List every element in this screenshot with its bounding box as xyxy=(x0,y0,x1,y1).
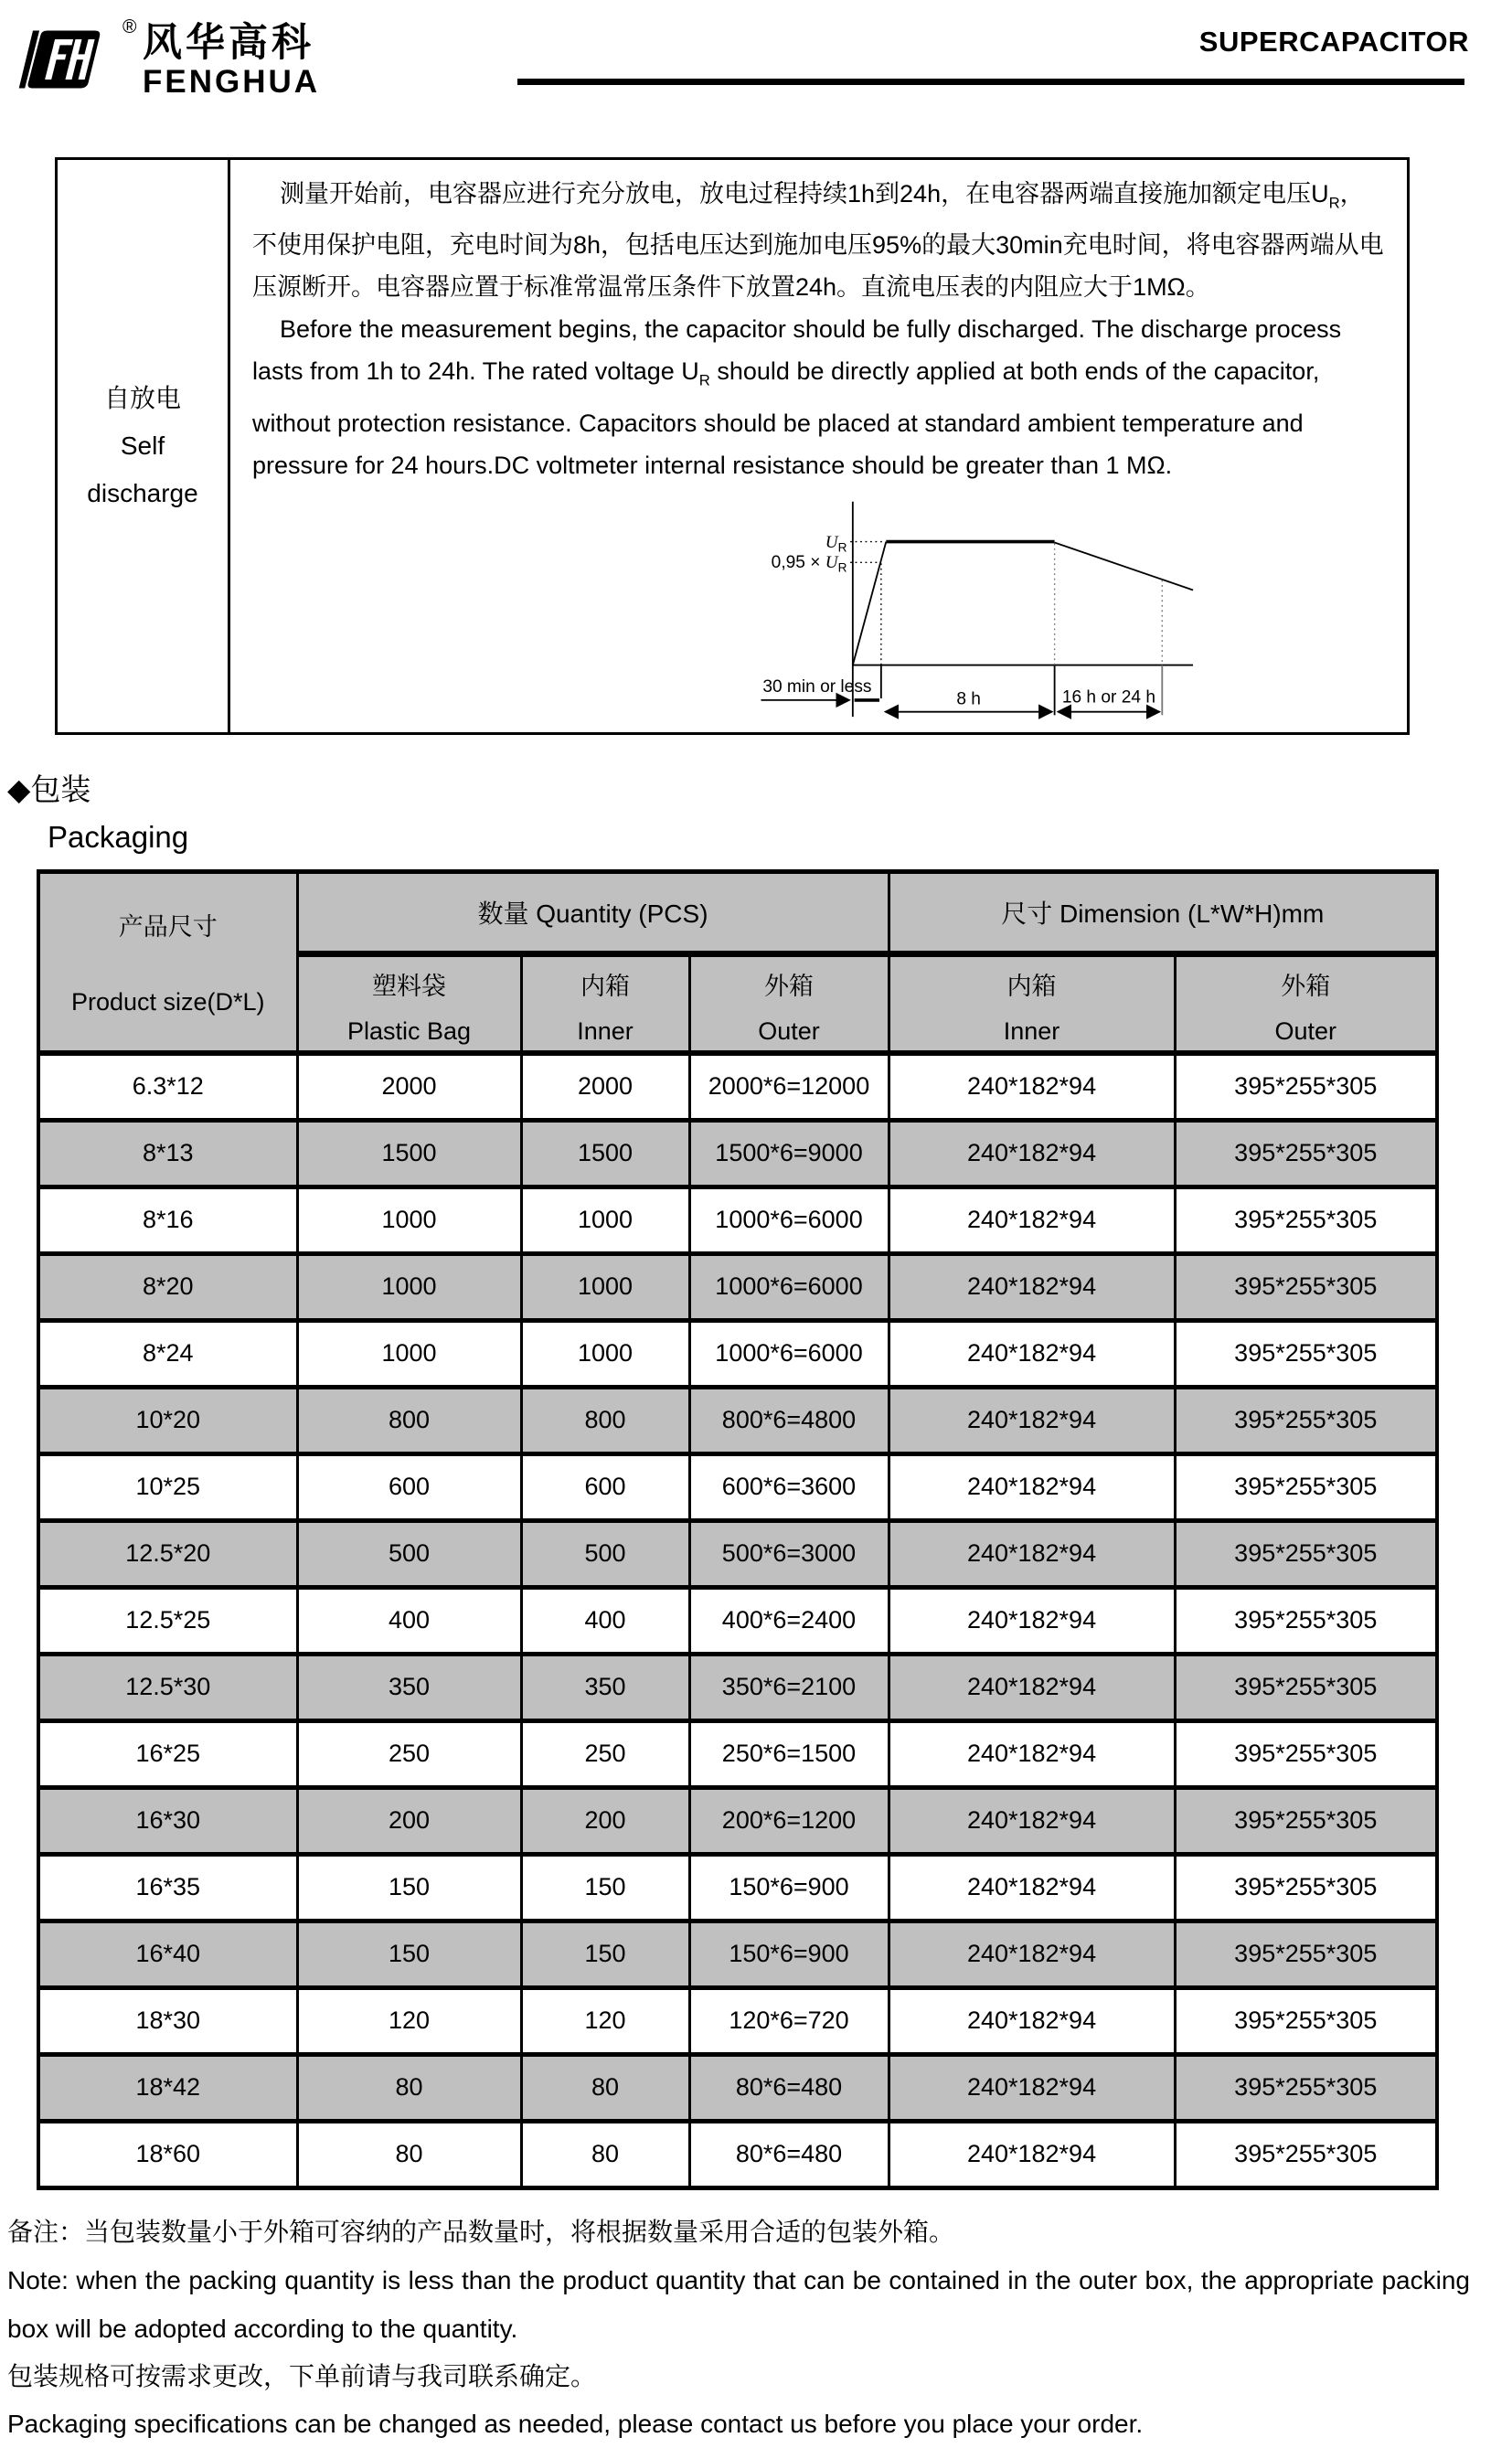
table-cell: 80*6=480 xyxy=(689,2121,889,2187)
table-cell: 500 xyxy=(521,1520,689,1587)
table-cell: 120 xyxy=(521,1987,689,2054)
diamond-bullet-icon: ◆ xyxy=(7,772,31,806)
note-en-2: Packaging specifications can be changed as needed, please contact us before you place your order. xyxy=(7,2409,1144,2438)
table-cell: 80 xyxy=(297,2054,521,2121)
table-cell: 395*255*305 xyxy=(1175,2121,1437,2187)
note-cn-2: 包装规格可按需求更改，下单前请与我司联系确定。 xyxy=(7,2361,597,2390)
table-cell: 240*182*94 xyxy=(889,1387,1175,1453)
subheader-cn: 外箱 xyxy=(764,973,814,1001)
table-cell: 395*255*305 xyxy=(1175,1921,1437,1987)
packaging-heading-cn-text: 包装 xyxy=(30,772,91,806)
dimension-group-header: 尺寸 Dimension (L*W*H)mm xyxy=(889,871,1437,953)
notes xyxy=(7,2209,1470,2448)
table-cell: 240*182*94 xyxy=(889,1987,1175,2054)
table-cell: 16*25 xyxy=(38,1720,297,1787)
page-header xyxy=(0,0,1512,121)
inner-qty-header-cell xyxy=(521,953,689,1053)
x-label-8h: 8 h xyxy=(956,689,981,709)
table-cell: 240*182*94 xyxy=(889,1654,1175,1720)
table-cell: 240*182*94 xyxy=(889,1921,1175,1987)
x-label-16h24h: 16 h or 24 h xyxy=(1061,687,1155,708)
product-size-header-en: Product size(D*L) xyxy=(70,988,265,1016)
table-cell: 6.3*12 xyxy=(38,1053,297,1121)
document-title: SUPERCAPACITOR xyxy=(1198,26,1469,58)
table-cell: 240*182*94 xyxy=(889,1720,1175,1787)
y-label-095ur: $0,95 \times U_R$ xyxy=(771,552,847,575)
table-cell: 600 xyxy=(521,1453,689,1520)
table-cell: 395*255*305 xyxy=(1175,1187,1437,1253)
table-cell: 80 xyxy=(521,2121,689,2187)
table-cell: 240*182*94 xyxy=(889,1320,1175,1387)
text-segment: ，不使用保护电阻，充电时间为8h，包括电压达到施加电压95%的最大30min充电时间，将电容器两端从电压源断开。电容器应置于标准常温常压条件下放置24h。直流电压表的内阻应大于1MΩ。 xyxy=(252,180,1384,302)
logo-chinese-name: 风华高科 xyxy=(143,21,314,65)
table-row xyxy=(38,1520,1437,1587)
logo-text xyxy=(143,21,321,100)
self-discharge-body-cell xyxy=(229,159,1409,734)
quantity-group-header: 数量 Quantity (PCS) xyxy=(297,871,889,953)
subheader-cn: 外箱 xyxy=(1281,973,1331,1001)
fenghua-logo-icon xyxy=(15,24,106,95)
table-cell: 2000 xyxy=(297,1053,521,1121)
table-cell: 600 xyxy=(297,1453,521,1520)
self-discharge-label-cell xyxy=(57,159,229,734)
table-cell: 500*6=3000 xyxy=(689,1520,889,1587)
table-cell: 150 xyxy=(521,1921,689,1987)
packaging-table-body xyxy=(38,1053,1437,2188)
table-cell: 1000*6=6000 xyxy=(689,1320,889,1387)
table-row xyxy=(38,1654,1437,1720)
table-cell: 18*30 xyxy=(38,1987,297,2054)
subscript: R xyxy=(1328,194,1340,212)
table-cell: 250 xyxy=(297,1720,521,1787)
self-discharge-label-en-line2: discharge xyxy=(87,478,198,507)
table-cell: 200 xyxy=(521,1787,689,1854)
table-cell: 10*20 xyxy=(38,1387,297,1453)
table-cell: 16*35 xyxy=(38,1854,297,1921)
product-size-header-cn: 产品尺寸 xyxy=(118,913,218,942)
table-cell: 400 xyxy=(521,1587,689,1654)
self-discharge-row xyxy=(57,159,1409,734)
table-cell: 800 xyxy=(521,1387,689,1453)
table-cell: 1000 xyxy=(297,1320,521,1387)
table-cell: 1000 xyxy=(521,1187,689,1253)
table-row xyxy=(38,1120,1437,1187)
table-cell: 240*182*94 xyxy=(889,1854,1175,1921)
table-cell: 80 xyxy=(297,2121,521,2187)
table-cell: 400 xyxy=(297,1587,521,1654)
subheader-cn: 内箱 xyxy=(580,973,630,1001)
table-cell: 200 xyxy=(297,1787,521,1854)
table-cell: 250 xyxy=(521,1720,689,1787)
table-cell: 80*6=480 xyxy=(689,2054,889,2121)
table-row xyxy=(38,1453,1437,1520)
table-row xyxy=(38,2121,1437,2187)
table-cell: 350*6=2100 xyxy=(689,1654,889,1720)
voltage-time-chart xyxy=(728,490,1203,728)
table-row xyxy=(38,1720,1437,1787)
self-discharge-label-en-line1: Self xyxy=(120,431,165,460)
table-cell: 12.5*20 xyxy=(38,1520,297,1587)
table-cell: 395*255*305 xyxy=(1175,1854,1437,1921)
table-cell: 240*182*94 xyxy=(889,1453,1175,1520)
table-cell: 240*182*94 xyxy=(889,1587,1175,1654)
table-cell: 240*182*94 xyxy=(889,1187,1175,1253)
table-cell: 1500 xyxy=(297,1120,521,1187)
table-cell: 10*25 xyxy=(38,1453,297,1520)
table-cell: 395*255*305 xyxy=(1175,1520,1437,1587)
table-cell: 150 xyxy=(297,1921,521,1987)
table-row xyxy=(38,1987,1437,2054)
table-row xyxy=(38,1387,1437,1453)
note-cn-1: 备注：当包装数量小于外箱可容纳的产品数量时，将根据数量采用合适的包装外箱。 xyxy=(7,2217,955,2246)
subheader-en: Outer xyxy=(758,1017,820,1046)
product-size-header-cell xyxy=(38,871,297,1053)
table-cell: 16*40 xyxy=(38,1921,297,1987)
table-cell: 120 xyxy=(297,1987,521,2054)
table-cell: 12.5*25 xyxy=(38,1587,297,1654)
table-cell: 395*255*305 xyxy=(1175,1053,1437,1121)
table-cell: 150 xyxy=(521,1854,689,1921)
x-label-30min: 30 min or less xyxy=(762,676,872,697)
table-cell: 1000 xyxy=(297,1253,521,1320)
packaging-heading-cn xyxy=(7,766,1512,809)
text-segment: 测量开始前，电容器应进行充分放电，放电过程持续1h到24h，在电容器两端直接施加额定电压U xyxy=(280,180,1329,208)
table-cell: 1000*6=6000 xyxy=(689,1187,889,1253)
table-row xyxy=(38,2054,1437,2121)
table-cell: 395*255*305 xyxy=(1175,1120,1437,1187)
fenghua-logo xyxy=(15,16,321,100)
table-cell: 400*6=2400 xyxy=(689,1587,889,1654)
table-cell: 395*255*305 xyxy=(1175,1987,1437,2054)
subheader-en: Inner xyxy=(1003,1017,1060,1046)
text-segment: Before the measurement begins, the capacitor should be fully discharged. The discharge process lasts from 1h to 24h. The rated voltage U xyxy=(252,315,1342,386)
table-cell: 1000*6=6000 xyxy=(689,1253,889,1320)
inner-dim-header-cell xyxy=(889,953,1175,1053)
table-cell: 8*16 xyxy=(38,1187,297,1253)
table-cell: 395*255*305 xyxy=(1175,1320,1437,1387)
plastic-bag-header-cell xyxy=(297,953,521,1053)
subscript: R xyxy=(698,371,710,389)
table-cell: 8*20 xyxy=(38,1253,297,1320)
table-cell: 200*6=1200 xyxy=(689,1787,889,1854)
subheader-cn: 内箱 xyxy=(1006,973,1057,1001)
logo-english-name: FENGHUA xyxy=(143,64,321,100)
table-cell: 395*255*305 xyxy=(1175,1787,1437,1854)
self-discharge-text-en xyxy=(252,308,1385,485)
table-row xyxy=(38,1587,1437,1654)
table-cell: 1500*6=9000 xyxy=(689,1120,889,1187)
table-cell: 395*255*305 xyxy=(1175,2054,1437,2121)
table-cell: 120*6=720 xyxy=(689,1987,889,2054)
table-cell: 800*6=4800 xyxy=(689,1387,889,1453)
table-cell: 1000 xyxy=(297,1187,521,1253)
header-divider xyxy=(517,79,1464,85)
table-cell: 240*182*94 xyxy=(889,1520,1175,1587)
table-cell: 80 xyxy=(521,2054,689,2121)
self-discharge-chart xyxy=(728,490,1203,732)
y-label-ur: $U_R$ xyxy=(825,532,847,555)
table-cell: 395*255*305 xyxy=(1175,1587,1437,1654)
table-cell: 12.5*30 xyxy=(38,1654,297,1720)
outer-dim-header-cell xyxy=(1175,953,1437,1053)
table-row xyxy=(38,1787,1437,1854)
table-cell: 16*30 xyxy=(38,1787,297,1854)
table-cell: 395*255*305 xyxy=(1175,1453,1437,1520)
table-cell: 240*182*94 xyxy=(889,2054,1175,2121)
table-cell: 150 xyxy=(297,1854,521,1921)
table-row xyxy=(38,1053,1437,1121)
subheader-cn: 塑料袋 xyxy=(372,973,446,1001)
table-cell: 350 xyxy=(297,1654,521,1720)
table-cell: 395*255*305 xyxy=(1175,1720,1437,1787)
table-cell: 18*42 xyxy=(38,2054,297,2121)
table-cell: 350 xyxy=(521,1654,689,1720)
packaging-table xyxy=(37,869,1439,2190)
table-row xyxy=(38,1187,1437,1253)
registered-trademark-icon: ® xyxy=(122,16,137,37)
packaging-heading-en: Packaging xyxy=(48,819,189,854)
table-cell: 8*13 xyxy=(38,1120,297,1187)
packaging-table-header xyxy=(38,871,1437,1053)
outer-qty-header-cell xyxy=(689,953,889,1053)
text-segment: should be directly applied at both ends of the capacitor, without protection resistance. Capacitors should be placed at standard ambient temperature and pressure for 24 hours.DC voltmeter internal resistance should be greater than 1 MΩ. xyxy=(252,357,1320,479)
table-cell: 600*6=3600 xyxy=(689,1453,889,1520)
subheader-en: Inner xyxy=(577,1017,634,1046)
subheader-en: Outer xyxy=(1274,1017,1337,1046)
self-discharge-table xyxy=(55,157,1410,735)
table-cell: 240*182*94 xyxy=(889,1053,1175,1121)
self-discharge-text-cn xyxy=(252,173,1385,308)
self-discharge-label-cn: 自放电 xyxy=(103,383,181,412)
table-cell: 240*182*94 xyxy=(889,2121,1175,2187)
table-cell: 395*255*305 xyxy=(1175,1387,1437,1453)
table-cell: 250*6=1500 xyxy=(689,1720,889,1787)
table-cell: 395*255*305 xyxy=(1175,1654,1437,1720)
table-cell: 150*6=900 xyxy=(689,1921,889,1987)
table-cell: 150*6=900 xyxy=(689,1854,889,1921)
table-cell: 2000*6=12000 xyxy=(689,1053,889,1121)
table-cell: 500 xyxy=(297,1520,521,1587)
table-cell: 2000 xyxy=(521,1053,689,1121)
subheader-en: Plastic Bag xyxy=(346,1017,472,1046)
table-cell: 240*182*94 xyxy=(889,1253,1175,1320)
table-row xyxy=(38,1253,1437,1320)
table-row xyxy=(38,1921,1437,1987)
table-cell: 395*255*305 xyxy=(1175,1253,1437,1320)
table-cell: 240*182*94 xyxy=(889,1120,1175,1187)
table-cell: 18*60 xyxy=(38,2121,297,2187)
table-cell: 1500 xyxy=(521,1120,689,1187)
header-group-row xyxy=(38,871,1437,953)
table-cell: 240*182*94 xyxy=(889,1787,1175,1854)
table-cell: 8*24 xyxy=(38,1320,297,1387)
table-cell: 800 xyxy=(297,1387,521,1453)
table-row xyxy=(38,1854,1437,1921)
table-row xyxy=(38,1320,1437,1387)
table-cell: 1000 xyxy=(521,1320,689,1387)
note-en-1: Note: when the packing quantity is less than the product quantity that can be contained in the outer box, the appropriate packing box will be adopted according to the quantity. xyxy=(7,2265,1470,2343)
table-cell: 1000 xyxy=(521,1253,689,1320)
